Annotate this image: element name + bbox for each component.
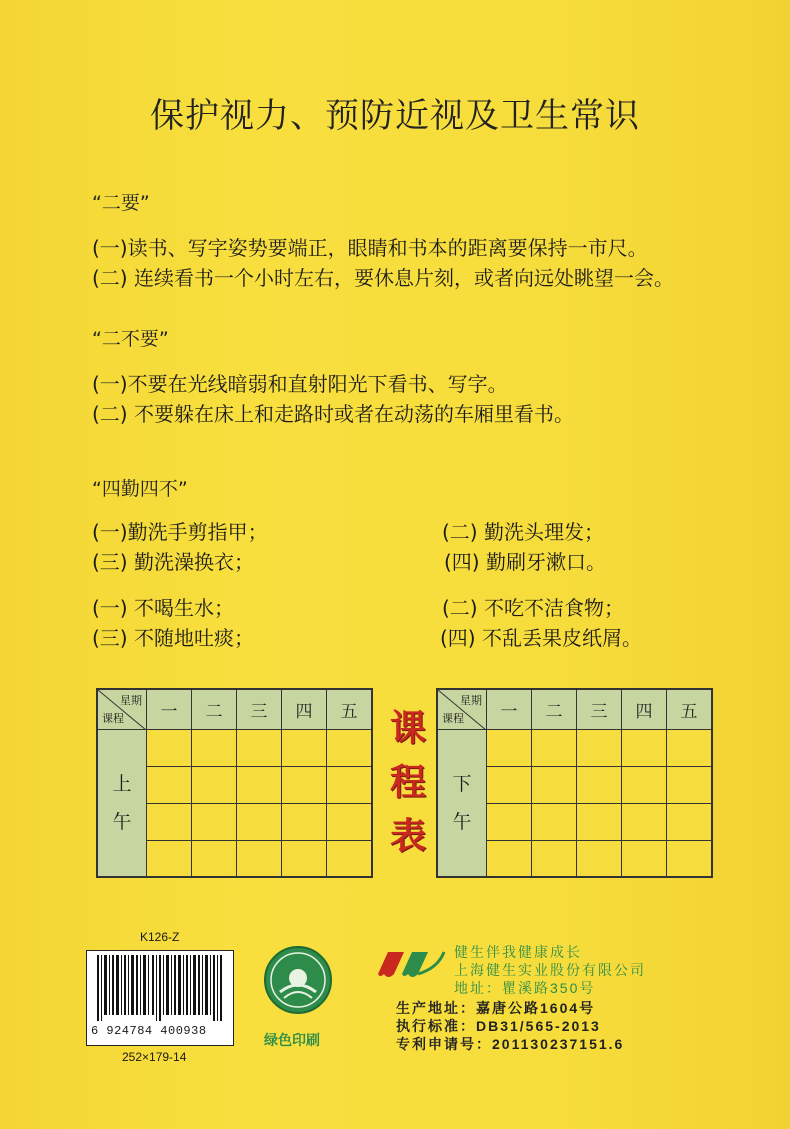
rule-line: (二) 不吃不洁食物； xyxy=(442,596,624,620)
period-char: 午 xyxy=(112,810,132,833)
corner-label-weekday: 星期 xyxy=(460,694,482,707)
schedule-title-char: 程 xyxy=(389,761,426,803)
company-slogan: 健生伴我健康成长 xyxy=(454,944,582,960)
schedule-cell[interactable] xyxy=(237,840,282,877)
section-heading-four-four: “四勤四不” xyxy=(92,478,188,500)
schedule-cell[interactable] xyxy=(327,803,373,840)
schedule-cell[interactable] xyxy=(577,840,622,877)
schedule-cell[interactable] xyxy=(667,803,713,840)
schedule-cell[interactable] xyxy=(282,803,327,840)
day-header: 二 xyxy=(532,689,577,729)
product-code: K126-Z xyxy=(140,930,180,944)
schedule-cell[interactable] xyxy=(577,803,622,840)
corner-label-weekday: 星期 xyxy=(120,694,142,707)
rule-line: (二) 连续看书一个小时左右，要休息片刻，或者向远处眺望一会。 xyxy=(92,266,674,290)
corner-label-course: 课程 xyxy=(442,711,464,725)
rule-line: (一)勤洗手剪指甲； xyxy=(92,520,268,544)
schedule-cell[interactable] xyxy=(147,729,192,766)
corner-label-course: 课程 xyxy=(102,711,124,725)
schedule-cell[interactable] xyxy=(237,766,282,803)
company-logo-icon xyxy=(378,948,446,980)
schedule-cell[interactable] xyxy=(532,840,577,877)
schedule-cell[interactable] xyxy=(487,840,532,877)
schedule-cell[interactable] xyxy=(147,766,192,803)
schedule-cell[interactable] xyxy=(622,840,667,877)
schedule-cell[interactable] xyxy=(667,840,713,877)
schedule-cell[interactable] xyxy=(532,729,577,766)
company-address: 地址：瞿溪路350号 xyxy=(454,980,596,996)
book-size: 252×179-14 xyxy=(122,1050,187,1064)
period-label-afternoon xyxy=(437,729,487,877)
schedule-table-afternoon xyxy=(436,688,713,878)
table-corner xyxy=(437,689,487,729)
schedule-cell[interactable] xyxy=(192,729,237,766)
patent-number: 专利申请号：201130237151.6 xyxy=(396,1036,625,1052)
day-header: 五 xyxy=(667,689,713,729)
schedule-cell[interactable] xyxy=(577,729,622,766)
period-char: 午 xyxy=(452,810,472,833)
day-header: 三 xyxy=(577,689,622,729)
schedule-cell[interactable] xyxy=(282,729,327,766)
execution-standard: 执行标准：DB31/565-2013 xyxy=(396,1018,601,1034)
schedule-cell[interactable] xyxy=(622,766,667,803)
day-header: 五 xyxy=(327,689,373,729)
schedule-title-char: 课 xyxy=(389,707,426,749)
schedule-cell[interactable] xyxy=(282,840,327,877)
table-corner xyxy=(97,689,147,729)
day-header: 四 xyxy=(622,689,667,729)
rule-line: (三) 勤洗澡换衣； xyxy=(92,550,254,574)
schedule-cell[interactable] xyxy=(327,766,373,803)
schedule-cell[interactable] xyxy=(532,766,577,803)
day-header: 四 xyxy=(282,689,327,729)
page-title: 保护视力、预防近视及卫生常识 xyxy=(150,96,640,136)
schedule-cell[interactable] xyxy=(667,766,713,803)
rule-line: (一)不要在光线暗弱和直射阳光下看书、写字。 xyxy=(92,372,508,396)
barcode xyxy=(86,950,234,1046)
day-header: 三 xyxy=(237,689,282,729)
schedule-cell[interactable] xyxy=(577,766,622,803)
barcode-number: 6 924784 400938 xyxy=(91,1024,207,1038)
rule-line: (四) 不乱丢果皮纸屑。 xyxy=(440,626,642,650)
rule-line: (四) 勤刷牙漱口。 xyxy=(444,550,606,574)
schedule-cell[interactable] xyxy=(667,729,713,766)
schedule-cell[interactable] xyxy=(327,840,373,877)
schedule-cell[interactable] xyxy=(622,729,667,766)
day-header: 一 xyxy=(487,689,532,729)
rule-line: (一)读书、写字姿势要端正，眼睛和书本的距离要保持一市尺。 xyxy=(92,236,648,260)
rule-line: (一) 不喝生水； xyxy=(92,596,234,620)
barcode-bars-icon xyxy=(97,955,223,1021)
schedule-cell[interactable] xyxy=(327,729,373,766)
company-name: 上海健生实业股份有限公司 xyxy=(454,962,646,978)
rule-line: (二) 勤洗头理发； xyxy=(442,520,604,544)
schedule-title-char: 表 xyxy=(389,815,426,857)
schedule-cell[interactable] xyxy=(532,803,577,840)
day-header: 二 xyxy=(192,689,237,729)
day-header: 一 xyxy=(147,689,192,729)
rule-line: (二) 不要躲在床上和走路时或者在动荡的车厢里看书。 xyxy=(92,402,574,426)
schedule-cell[interactable] xyxy=(192,766,237,803)
schedule-cell[interactable] xyxy=(487,729,532,766)
schedule-cell[interactable] xyxy=(237,803,282,840)
schedule-cell[interactable] xyxy=(487,803,532,840)
production-address: 生产地址：嘉唐公路1604号 xyxy=(396,1000,596,1016)
schedule-cell[interactable] xyxy=(237,729,282,766)
schedule-cell[interactable] xyxy=(147,803,192,840)
schedule-cell[interactable] xyxy=(282,766,327,803)
schedule-cell[interactable] xyxy=(192,840,237,877)
section-heading-two-musts: “二要” xyxy=(92,192,150,214)
schedule-table-morning xyxy=(96,688,373,878)
schedule-cell[interactable] xyxy=(487,766,532,803)
environmental-label-icon xyxy=(264,946,332,1014)
schedule-cell[interactable] xyxy=(622,803,667,840)
period-char: 上 xyxy=(112,772,132,795)
period-char: 下 xyxy=(452,772,472,795)
green-print-label: 绿色印刷 xyxy=(264,1033,320,1049)
schedule-cell[interactable] xyxy=(192,803,237,840)
rule-line: (三) 不随地吐痰； xyxy=(92,626,254,650)
period-label-morning xyxy=(97,729,147,877)
section-heading-two-donts: “二不要” xyxy=(92,328,169,350)
schedule-cell[interactable] xyxy=(147,840,192,877)
